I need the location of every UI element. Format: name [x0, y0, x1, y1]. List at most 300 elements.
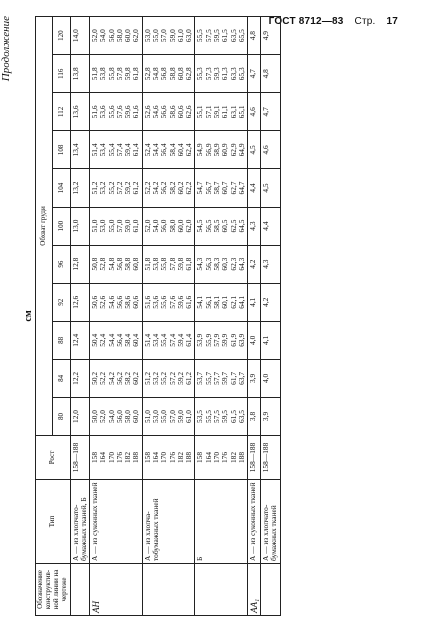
- measurement-value: 61,3: [220, 67, 230, 81]
- measurement-value: 59,6: [175, 295, 185, 309]
- measurement-value: 63,5: [228, 29, 238, 43]
- measurement-value: 62,9: [228, 143, 238, 157]
- measurement-value: 56,6: [159, 105, 169, 119]
- measurement-value: 54,2: [106, 371, 116, 385]
- value-cell: [90, 55, 143, 93]
- height-value: 158: [142, 451, 152, 464]
- value-cell: [90, 131, 143, 169]
- value-cell: [70, 321, 90, 359]
- measurement-value: 61,5: [220, 29, 230, 43]
- measurement-value: 59,0: [123, 219, 133, 233]
- measurement-value: 61,8: [184, 257, 194, 271]
- measurement-value: 62,3: [228, 257, 238, 271]
- table-row: [195, 17, 248, 616]
- measurement-value: 56,7: [203, 181, 213, 195]
- measurement-value: 4,0: [248, 335, 258, 345]
- value-cell: [248, 17, 261, 55]
- height-value: 158—188: [248, 442, 258, 473]
- measurement-value: 55,5: [203, 410, 213, 423]
- value-cell: [90, 397, 143, 435]
- measurement-value: 57,8: [167, 257, 177, 271]
- measurement-value: 59,4: [175, 333, 185, 347]
- measurement-value: 56,4: [114, 333, 124, 347]
- table-row: [90, 17, 143, 616]
- measurement-value: 58,8: [123, 257, 133, 271]
- value-cell: [70, 207, 90, 245]
- measurement-value: 57,0: [114, 219, 124, 233]
- unit-label: см: [22, 17, 36, 616]
- measurement-value: 4,2: [261, 297, 271, 307]
- measurement-value: 58,2: [167, 181, 177, 195]
- value-cell: [261, 245, 281, 283]
- measurement-value: 4,8: [248, 30, 258, 41]
- measurement-value: 51,2: [90, 181, 100, 195]
- value-cell: [70, 169, 90, 207]
- measurement-value: 53,6: [98, 105, 108, 119]
- measurement-value: 60,2: [175, 181, 185, 195]
- measurement-value: 64,9: [236, 143, 246, 157]
- type-cell: А — из суконных тканей: [90, 480, 143, 564]
- measurement-value: 53,7: [195, 371, 205, 385]
- measurement-value: 53,8: [151, 257, 161, 271]
- height-value: 188: [236, 451, 246, 464]
- measurement-value: 61,7: [228, 371, 238, 385]
- measurement-value: 57,6: [114, 105, 124, 119]
- measurement-value: 55,6: [159, 295, 169, 309]
- measurement-value: 59,1: [212, 105, 221, 119]
- measurement-value: 12,4: [70, 333, 80, 347]
- measurement-value: 4,2: [248, 259, 258, 269]
- designation-cell: [70, 564, 90, 616]
- value-cell: [195, 207, 248, 245]
- measurement-value: 61,4: [184, 333, 194, 347]
- measurement-value: 64,5: [236, 219, 246, 233]
- value-cell: [90, 283, 143, 321]
- type-cell: А — из суконных тканей: [248, 480, 261, 564]
- designation-header: Обозначение конструктив-ной линии на чертеже: [36, 564, 70, 616]
- height-cell: [90, 436, 143, 480]
- size-header: 84: [53, 359, 70, 397]
- measurement-value: 62,0: [184, 219, 194, 233]
- measurement-value: 63,1: [228, 105, 238, 119]
- value-cell: [195, 17, 248, 55]
- measurement-value: 61,2: [131, 181, 141, 195]
- measurement-value: 4,6: [261, 145, 271, 155]
- measurement-value: 4,4: [248, 183, 258, 193]
- measurement-value: 3,8: [248, 411, 258, 422]
- measurement-value: 54,0: [151, 219, 161, 233]
- measurement-value: 55,4: [159, 333, 169, 347]
- measurement-value: 58,4: [123, 333, 133, 347]
- continuation-label: Продолжение: [0, 16, 12, 82]
- measurement-value: 56,6: [114, 295, 124, 309]
- table-row: [248, 17, 261, 616]
- measurement-value: 4,5: [261, 183, 271, 193]
- measurement-value: 60,8: [131, 257, 141, 271]
- measurement-value: 55,2: [106, 181, 116, 195]
- measurement-value: 12,6: [70, 295, 80, 309]
- value-cell: [142, 17, 195, 55]
- measurement-value: 54,0: [98, 29, 108, 43]
- measurement-value: 58,3: [212, 257, 221, 271]
- value-cell: [142, 169, 195, 207]
- measurement-value: 51,2: [142, 371, 152, 385]
- value-cell: [248, 359, 261, 397]
- measurement-value: 51,6: [142, 295, 152, 309]
- measurement-value: 60,0: [131, 410, 141, 423]
- value-cell: [70, 245, 90, 283]
- measurement-value: 54,8: [106, 257, 116, 271]
- measurement-value: 54,7: [195, 181, 205, 195]
- value-cell: [142, 131, 195, 169]
- measurement-value: 3,9: [248, 373, 258, 384]
- measurement-value: 57,8: [114, 67, 124, 81]
- value-cell: [195, 55, 248, 93]
- measurement-value: 13,0: [70, 219, 80, 233]
- page-label: Стр.: [354, 16, 376, 27]
- measurement-value: 58,8: [167, 67, 177, 81]
- height-value: 188: [184, 451, 194, 464]
- measurement-value: 53,0: [98, 219, 108, 233]
- measurement-value: 62,0: [131, 29, 141, 43]
- measurement-value: 51,4: [142, 333, 152, 347]
- measurement-value: 53,4: [98, 143, 108, 157]
- measurement-value: 53,0: [151, 410, 161, 423]
- value-cell: [195, 359, 248, 397]
- measurement-value: 52,2: [142, 181, 152, 195]
- measurement-value: 52,4: [142, 143, 152, 157]
- value-cell: [261, 321, 281, 359]
- value-cell: [248, 321, 261, 359]
- measurement-value: 54,8: [151, 67, 161, 81]
- measurement-value: 51,6: [90, 105, 100, 119]
- designation-cell: [195, 564, 248, 616]
- measurement-value: 60,8: [175, 67, 185, 81]
- measurement-value: 53,2: [98, 181, 108, 195]
- measurement-value: 50,0: [90, 410, 100, 423]
- measurement-value: 60,1: [220, 295, 230, 309]
- size-header: 116: [53, 55, 70, 93]
- measurement-value: 55,7: [203, 371, 213, 385]
- measurement-value: 51,4: [90, 143, 100, 157]
- measurement-value: 57,5: [203, 29, 213, 43]
- measurement-value: 12,2: [70, 371, 80, 385]
- measurement-value: 58,9: [212, 143, 221, 157]
- measurement-value: 12,0: [70, 410, 80, 423]
- measurement-value: 65,5: [236, 29, 246, 43]
- height-value: 182: [175, 451, 185, 464]
- height-value: 164: [98, 451, 108, 464]
- doc-code: ГОСТ 8712—83: [268, 16, 344, 27]
- value-cell: [261, 283, 281, 321]
- measurement-value: 56,4: [159, 143, 169, 157]
- height-value: 182: [123, 451, 133, 464]
- size-table: [22, 16, 281, 616]
- measurement-value: 57,5: [212, 410, 221, 423]
- measurement-value: 4,7: [248, 69, 258, 79]
- measurement-value: 56,8: [114, 257, 124, 271]
- measurement-value: 56,5: [203, 219, 213, 233]
- measurement-value: 4,5: [248, 145, 258, 155]
- measurement-value: 4,1: [261, 335, 271, 345]
- measurement-value: 59,2: [123, 181, 133, 195]
- measurement-value: 63,9: [236, 333, 246, 347]
- measurement-value: 57,1: [203, 105, 213, 119]
- measurement-value: 57,0: [167, 410, 177, 423]
- value-cell: [90, 17, 143, 55]
- measurement-value: 53,9: [195, 333, 205, 347]
- value-cell: [142, 207, 195, 245]
- measurement-value: 59,2: [175, 371, 185, 385]
- measurement-value: 61,0: [131, 219, 141, 233]
- height-value: 182: [228, 451, 238, 464]
- measurement-value: 61,1: [220, 105, 230, 119]
- value-cell: [195, 245, 248, 283]
- measurement-value: 55,3: [195, 67, 205, 81]
- measurement-value: 57,7: [212, 371, 221, 385]
- value-cell: [248, 283, 261, 321]
- value-cell: [70, 397, 90, 435]
- measurement-value: 4,8: [261, 69, 271, 79]
- measurement-value: 53,0: [142, 29, 152, 43]
- size-header: 80: [53, 397, 70, 435]
- measurement-value: 58,0: [114, 29, 124, 43]
- measurement-value: 62,4: [184, 143, 194, 157]
- measurement-value: 58,4: [167, 143, 177, 157]
- measurement-value: 55,1: [195, 105, 205, 119]
- measurement-value: 64,3: [236, 257, 246, 271]
- value-cell: [195, 169, 248, 207]
- value-cell: [248, 207, 261, 245]
- value-cell: [70, 93, 90, 131]
- value-cell: [142, 321, 195, 359]
- measurement-value: 59,3: [212, 67, 221, 81]
- value-cell: [70, 131, 90, 169]
- measurement-value: 55,8: [159, 257, 169, 271]
- designation-cell: АА₁: [248, 564, 261, 616]
- measurement-value: 62,2: [184, 181, 194, 195]
- measurement-value: 62,1: [228, 295, 238, 309]
- measurement-value: 63,7: [236, 371, 246, 385]
- measurement-value: 54,1: [195, 295, 205, 309]
- measurement-value: 61,5: [228, 410, 238, 423]
- chest-group-header: Обхват груди: [36, 17, 53, 436]
- measurement-value: 3,9: [261, 411, 271, 422]
- value-cell: [70, 283, 90, 321]
- measurement-value: 60,9: [220, 143, 230, 157]
- height-value: 158: [90, 451, 100, 464]
- measurement-value: 62,7: [228, 181, 238, 195]
- measurement-value: 59,8: [175, 257, 185, 271]
- value-cell: [90, 207, 143, 245]
- designation-cell: АН: [90, 564, 143, 616]
- measurement-value: 61,4: [131, 143, 141, 157]
- measurement-value: 4,1: [248, 297, 258, 307]
- measurement-value: 4,0: [261, 373, 271, 384]
- height-value: 188: [131, 451, 141, 464]
- measurement-value: 54,4: [151, 143, 161, 157]
- measurement-value: 61,8: [131, 67, 141, 81]
- measurement-value: 4,9: [261, 30, 271, 41]
- measurement-value: 61,0: [175, 29, 185, 43]
- height-value: 158—188: [70, 442, 80, 473]
- height-cell: [261, 436, 281, 480]
- measurement-value: 55,4: [106, 143, 116, 157]
- measurement-value: 58,2: [123, 371, 133, 385]
- measurement-value: 4,6: [248, 107, 258, 117]
- value-cell: [90, 169, 143, 207]
- measurement-value: 13,4: [70, 143, 80, 157]
- value-cell: [261, 131, 281, 169]
- measurement-value: 58,7: [212, 181, 221, 195]
- measurement-value: 55,2: [159, 371, 169, 385]
- measurement-value: 57,2: [167, 371, 177, 385]
- designation-cell: [142, 564, 195, 616]
- height-cell: [248, 436, 261, 480]
- measurement-value: 59,5: [220, 410, 230, 423]
- measurement-value: 55,9: [203, 333, 213, 347]
- measurement-value: 56,8: [159, 67, 169, 81]
- measurement-value: 4,3: [248, 221, 258, 231]
- measurement-value: 13,2: [70, 181, 80, 195]
- size-header: 100: [53, 207, 70, 245]
- size-header: 112: [53, 93, 70, 131]
- measurement-value: 59,0: [175, 410, 185, 423]
- measurement-value: 55,0: [151, 29, 161, 43]
- measurement-value: 57,4: [114, 143, 124, 157]
- measurement-value: 55,0: [159, 410, 169, 423]
- measurement-value: 63,3: [228, 67, 238, 81]
- measurement-value: 51,0: [90, 219, 100, 233]
- measurement-value: 61,6: [131, 105, 141, 119]
- measurement-value: 54,6: [151, 105, 161, 119]
- measurement-value: 52,0: [142, 219, 152, 233]
- size-header: 88: [53, 321, 70, 359]
- value-cell: [195, 321, 248, 359]
- measurement-value: 60,0: [175, 219, 185, 233]
- value-cell: [142, 55, 195, 93]
- measurement-value: 60,7: [220, 181, 230, 195]
- measurement-value: 57,3: [203, 67, 213, 81]
- type-cell: А — из хлопчато-бумажных тканей: [261, 480, 281, 564]
- measurement-value: 56,1: [203, 295, 213, 309]
- measurement-value: 60,5: [220, 219, 230, 233]
- measurement-value: 58,5: [212, 219, 221, 233]
- value-cell: [195, 131, 248, 169]
- measurement-value: 57,2: [114, 181, 124, 195]
- measurement-value: 13,6: [70, 105, 80, 119]
- measurement-value: 57,4: [167, 333, 177, 347]
- measurement-value: 58,0: [167, 219, 177, 233]
- table-row: [261, 17, 281, 616]
- designation-cell: [261, 564, 281, 616]
- measurement-value: 58,1: [212, 295, 221, 309]
- measurement-value: 60,6: [131, 295, 141, 309]
- measurement-value: 4,7: [261, 107, 271, 117]
- measurement-value: 60,4: [131, 333, 141, 347]
- measurement-value: 59,5: [212, 29, 221, 43]
- measurement-value: 54,9: [195, 143, 205, 157]
- size-header: 96: [53, 245, 70, 283]
- measurement-value: 65,1: [236, 105, 246, 119]
- measurement-value: 61,9: [228, 333, 238, 347]
- measurement-value: 51,0: [142, 410, 152, 423]
- measurement-value: 54,4: [106, 333, 116, 347]
- measurement-value: 50,6: [90, 295, 100, 309]
- measurement-value: 61,2: [184, 371, 194, 385]
- measurement-value: 50,4: [90, 333, 100, 347]
- rotated-table-block: [0, 16, 392, 616]
- value-cell: [261, 207, 281, 245]
- measurement-value: 52,6: [142, 105, 152, 119]
- height-value: 176: [220, 451, 230, 464]
- value-cell: [195, 93, 248, 131]
- measurement-value: 57,6: [167, 295, 177, 309]
- measurement-value: 52,4: [98, 333, 108, 347]
- measurement-value: 61,0: [184, 410, 194, 423]
- size-header: 108: [53, 131, 70, 169]
- value-cell: [261, 55, 281, 93]
- height-value: 170: [106, 451, 116, 464]
- measurement-value: 14,0: [70, 29, 80, 43]
- value-cell: [142, 245, 195, 283]
- measurement-value: 55,8: [106, 67, 116, 81]
- value-cell: [142, 397, 195, 435]
- measurement-value: 56,0: [114, 410, 124, 423]
- value-cell: [90, 245, 143, 283]
- measurement-value: 51,8: [142, 257, 152, 271]
- height-value: 170: [212, 451, 221, 464]
- height-value: 158: [195, 451, 205, 464]
- height-value: 158—188: [261, 442, 271, 473]
- height-value: 176: [114, 451, 124, 464]
- measurement-value: 53,4: [151, 333, 161, 347]
- measurement-value: 52,8: [98, 257, 108, 271]
- value-cell: [90, 359, 143, 397]
- measurement-value: 61,6: [184, 295, 194, 309]
- measurement-value: 65,3: [236, 67, 246, 81]
- value-cell: [195, 283, 248, 321]
- measurement-value: 12,8: [70, 257, 80, 271]
- measurement-value: 56,9: [203, 143, 213, 157]
- measurement-value: 58,6: [123, 295, 133, 309]
- measurement-value: 55,6: [106, 105, 116, 119]
- measurement-value: 62,6: [184, 105, 194, 119]
- measurement-value: 58,6: [167, 105, 177, 119]
- height-cell: [70, 436, 90, 480]
- value-cell: [90, 93, 143, 131]
- measurement-value: 52,6: [98, 295, 108, 309]
- value-cell: [142, 93, 195, 131]
- value-cell: [195, 397, 248, 435]
- measurement-value: 50,8: [90, 257, 100, 271]
- measurement-value: 59,9: [220, 333, 230, 347]
- height-cell: [195, 436, 248, 480]
- measurement-value: 4,4: [261, 221, 271, 231]
- measurement-value: 63,5: [236, 410, 246, 423]
- measurement-value: 56,3: [203, 257, 213, 271]
- measurement-value: 60,4: [175, 143, 185, 157]
- size-header: 104: [53, 169, 70, 207]
- measurement-value: 54,0: [106, 410, 116, 423]
- table-row: [70, 17, 90, 616]
- value-cell: [142, 359, 195, 397]
- measurement-value: 59,0: [167, 29, 177, 43]
- value-cell: [70, 359, 90, 397]
- measurement-value: 52,2: [98, 371, 108, 385]
- value-cell: [90, 321, 143, 359]
- type-cell: Б: [195, 480, 248, 564]
